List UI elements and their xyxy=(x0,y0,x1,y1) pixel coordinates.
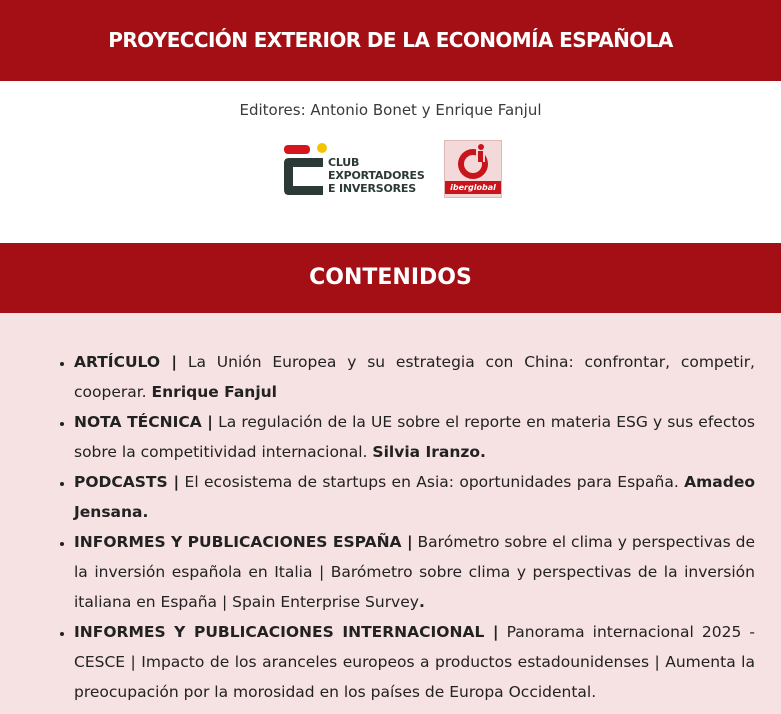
club-exportadores-logo[interactable] xyxy=(283,139,433,199)
section-title: CONTENIDOS xyxy=(309,265,472,290)
iberglobal-label: iberglobal xyxy=(445,181,501,194)
page-title: PROYECCIÓN EXTERIOR DE LA ECONOMÍA ESPAÑOLA xyxy=(108,28,673,52)
list-item xyxy=(74,527,755,617)
iberglobal-logo[interactable] xyxy=(444,140,502,198)
list-item xyxy=(74,407,755,467)
iberglobal-emblem-icon xyxy=(445,142,501,184)
item-text[interactable]: La Unión Europea y su estrategia con China: confrontar, competir, cooperar. xyxy=(74,353,755,401)
club-emblem-icon xyxy=(283,139,327,199)
item-text[interactable]: La regulación de la UE sobre el reporte en materia ESG y sus efectos sobre la competitividad internacional. xyxy=(74,413,755,461)
item-label[interactable]: INFORMES Y PUBLICACIONES ESPAÑA | xyxy=(74,533,413,551)
section-banner xyxy=(0,243,781,313)
item-label[interactable]: INFORMES Y PUBLICACIONES INTERNACIONAL | xyxy=(74,623,499,641)
item-author: Silvia Iranzo. xyxy=(372,443,486,461)
item-text[interactable]: El ecosistema de startups en Asia: oportunidades para España. xyxy=(179,473,685,491)
list-item xyxy=(74,467,755,527)
list-item xyxy=(74,347,755,407)
item-author: . xyxy=(418,593,425,611)
item-text[interactable]: Panorama internacional 2025 -CESCE | Impacto de los aranceles europeos a productos estadounidenses | Aumenta la preocupación por la morosidad en los países de Europa Occidental. xyxy=(74,623,755,701)
logos-row xyxy=(0,139,781,199)
item-author: Enrique Fanjul xyxy=(151,383,277,401)
header-banner xyxy=(0,0,781,81)
item-author: Amadeo Jensana. xyxy=(74,473,755,521)
editors-block xyxy=(0,81,781,243)
item-label[interactable]: NOTA TÉCNICA | xyxy=(74,413,213,431)
editors-line: Editores: Antonio Bonet y Enrique Fanjul xyxy=(239,101,542,119)
contents-panel xyxy=(0,313,781,714)
club-logo-text: CLUB EXPORTADORES E INVERSORES xyxy=(328,156,425,195)
item-label[interactable]: ARTÍCULO | xyxy=(74,353,177,371)
item-label[interactable]: PODCASTS | xyxy=(74,473,180,491)
list-item xyxy=(74,617,755,707)
contents-list xyxy=(74,347,755,707)
item-text[interactable]: Barómetro sobre el clima y perspectivas de la inversión española en Italia | Barómetro sobre clima y perspectivas de la inversión italiana en España | Spain Enterprise Survey xyxy=(74,533,755,611)
